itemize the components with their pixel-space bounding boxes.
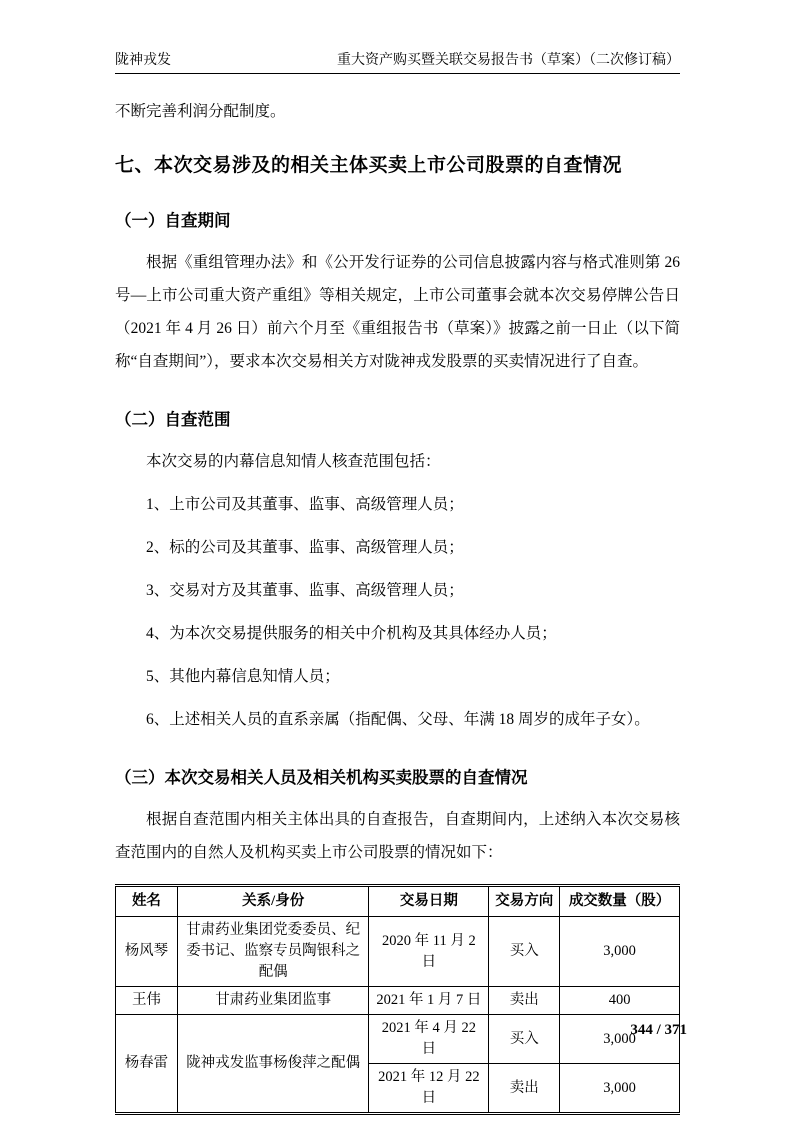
header-company-name: 陇神戎发 — [115, 53, 171, 68]
cell-relation: 甘肃药业集团党委委员、纪委书记、监察专员陶银科之配偶 — [177, 917, 369, 987]
column-header-name: 姓名 — [116, 886, 178, 917]
cell-trade-date: 2021 年 1 月 7 日 — [369, 987, 489, 1015]
column-header-trade-date: 交易日期 — [369, 886, 489, 917]
cell-person-name: 杨春雷 — [116, 1015, 178, 1114]
column-header-relation: 关系/身份 — [177, 886, 369, 917]
table-row — [116, 987, 680, 1015]
cell-trade-date: 2021 年 4 月 22 日 — [369, 1015, 489, 1064]
page-number: 344 / 371 — [630, 1022, 687, 1038]
cell-trade-direction: 卖出 — [489, 1064, 560, 1114]
self-inspection-period-paragraph: 根据《重组管理办法》和《公开发行证券的公司信息披露内容与格式准则第 26 号—上市公司重大资产重组》等相关规定，上市公司董事会就本次交易停牌公告日（2021 年 4 月 26 日）前六个月至《重组报告书（草案）》披露之前一日止（以下简称“自查期间”），要求本次交易相关方对陇神戎发股票的买卖情况进行了自查。 — [115, 254, 680, 370]
cell-trade-volume: 400 — [560, 987, 680, 1015]
cell-relation: 甘肃药业集团监事 — [177, 987, 369, 1015]
inspection-result-paragraph: 根据自查范围内相关主体出具的自查报告，自查期间内，上述纳入本次交易核查范围内的自然人及机构买卖上市公司股票的情况如下： — [115, 811, 680, 861]
page-header — [115, 52, 680, 74]
cell-person-name: 杨风琴 — [116, 917, 178, 987]
cell-trade-volume: 3,000 — [560, 917, 680, 987]
subsection-3-title: （三）本次交易相关人员及相关机构买卖股票的自查情况 — [115, 769, 528, 787]
table-row — [116, 917, 680, 987]
subsection-1-title: （一）自查期间 — [115, 212, 231, 230]
stock-trading-table — [115, 884, 680, 1115]
table-row — [116, 1015, 680, 1064]
paragraph-profit-distribution: 不断完善利润分配制度。 — [115, 103, 286, 120]
scope-item-2: 2、标的公司及其董事、监事、高级管理人员； — [146, 539, 464, 556]
table-header-row — [116, 886, 680, 917]
cell-trade-volume: 3,000 — [560, 1015, 680, 1064]
cell-trade-direction: 卖出 — [489, 987, 560, 1015]
header-document-title: 重大资产购买暨关联交易报告书（草案）（二次修订稿） — [337, 53, 680, 68]
cell-trade-date: 2021 年 12 月 22 日 — [369, 1064, 489, 1114]
cell-trade-volume: 3,000 — [560, 1064, 680, 1114]
section-7-title: 七、本次交易涉及的相关主体买卖上市公司股票的自查情况 — [115, 155, 623, 176]
subsection-2-title: （二）自查范围 — [115, 411, 231, 429]
scope-item-6: 6、上述相关人员的直系亲属（指配偶、父母、年满 18 周岁的成年子女）。 — [146, 711, 650, 728]
cell-trade-direction: 买入 — [489, 917, 560, 987]
scope-item-1: 1、上市公司及其董事、监事、高级管理人员； — [146, 496, 464, 513]
scope-intro-paragraph: 本次交易的内幕信息知情人核查范围包括： — [146, 453, 441, 470]
column-header-trade-direction: 交易方向 — [489, 886, 560, 917]
cell-trade-direction: 买入 — [489, 1015, 560, 1064]
cell-person-name: 王伟 — [116, 987, 178, 1015]
scope-item-4: 4、为本次交易提供服务的相关中介机构及其具体经办人员； — [146, 625, 557, 642]
scope-item-5: 5、其他内幕信息知情人员； — [146, 668, 340, 685]
scope-item-3: 3、交易对方及其董事、监事、高级管理人员； — [146, 582, 464, 599]
cell-relation: 陇神戎发监事杨俊萍之配偶 — [177, 1015, 369, 1114]
cell-trade-date: 2020 年 11 月 2 日 — [369, 917, 489, 987]
column-header-trade-volume: 成交数量（股） — [560, 886, 680, 917]
